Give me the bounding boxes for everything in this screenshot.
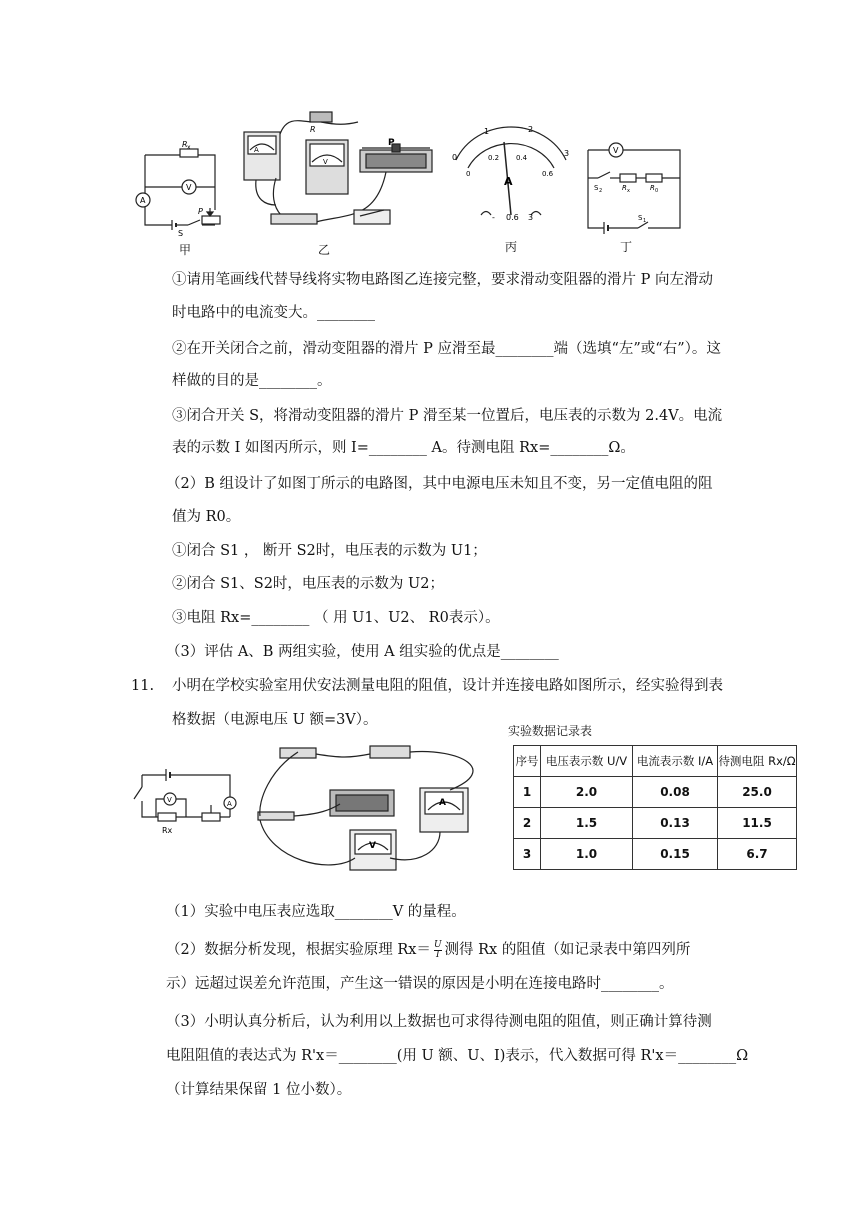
q11-number: 11. — [131, 678, 155, 694]
scale-bottom-1: 0.2 — [488, 154, 500, 162]
svg-text:A: A — [140, 196, 146, 205]
q11-s2-part-b: 测得 Rx 的阻值（如记录表中第四列所 — [444, 942, 691, 958]
q11-s3c: （计算结果保留 1 位小数）。 — [166, 1082, 352, 1098]
scale-top-2: 2 — [528, 125, 534, 134]
q11-s1: （1）实验中电压表应选取________V 的量程。 — [166, 904, 466, 920]
q10-b3: ②闭合 S1、S2时，电压表的示数为 U2； — [172, 576, 444, 592]
q10-c1: （3）评估 A、B 两组实验，使用 A 组实验的优点是________ — [166, 644, 559, 660]
svg-text:R: R — [622, 184, 627, 192]
figure-jia-circuit — [130, 140, 230, 238]
meter-unit: A — [504, 175, 513, 188]
q10-b1b: 值为 R0。 — [172, 509, 241, 525]
q11-s3b: 电阻阻值的表达式为 R'x＝________(用 U 额、U、I)表示，代入数据可得 R'x＝________Ω — [166, 1048, 749, 1064]
header-current: 电流表示数 I/A — [633, 746, 718, 777]
q10-p2: ②在开关闭合之前，滑动变阻器的滑片 P 应滑至最________端（选填“左”或“右”）。这 — [172, 341, 721, 357]
cell: 1.0 — [541, 839, 633, 870]
header-index: 序号 — [514, 746, 541, 777]
svg-text:R: R — [650, 184, 655, 192]
svg-text:V: V — [167, 796, 172, 804]
cell: 11.5 — [718, 808, 797, 839]
terminal-3: 3 — [528, 213, 534, 222]
svg-text:V: V — [186, 183, 192, 192]
svg-text:P: P — [198, 207, 203, 216]
q11-s2-part-a: （2）数据分析发现，根据实验原理 Rx＝ — [166, 942, 431, 958]
svg-text:A: A — [439, 798, 446, 808]
cell: 1.5 — [541, 808, 633, 839]
q10-p3b: 表的示数 I 如图丙所示，则 I=________ A。待测电阻 Rx=________Ω。 — [172, 440, 635, 456]
svg-text:x: x — [627, 188, 630, 194]
svg-text:1: 1 — [643, 218, 647, 224]
q10-p1: ①请用笔画线代替导线将实物电路图乙连接完整，要求滑动变阻器的滑片 P 向左滑动 — [172, 272, 713, 288]
fraction-denominator: I — [435, 949, 440, 960]
scale-top-3: 3 — [564, 149, 570, 158]
svg-text:A: A — [227, 800, 232, 808]
scale-bottom-0: 0 — [466, 170, 471, 178]
svg-text:V: V — [369, 841, 376, 851]
cell: 2.0 — [541, 777, 633, 808]
svg-text:Rx: Rx — [162, 826, 173, 835]
cell: 0.08 — [633, 777, 718, 808]
svg-text:0: 0 — [655, 188, 659, 194]
svg-text:2: 2 — [599, 188, 603, 194]
table-header-row — [514, 746, 797, 777]
q11-s2c: 示）远超过误差允许范围，产生这一错误的原因是小明在连接电路时________。 — [166, 976, 674, 992]
scale-top-0: 0 — [452, 153, 458, 162]
q10-b2: ①闭合 S1 ， 断开 S2时，电压表的示数为 U1； — [172, 543, 487, 559]
figure-q11-apparatus — [250, 740, 500, 880]
fraction-numerator: U — [433, 939, 442, 950]
header-resistance: 待测电阻 Rx/Ω — [718, 746, 797, 777]
figure-label-ding: 丁 — [620, 240, 633, 254]
svg-text:R: R — [182, 140, 188, 149]
cell: 0.15 — [633, 839, 718, 870]
figure-label-jia: 甲 — [179, 243, 192, 257]
cell: 2 — [514, 808, 541, 839]
q11-intro2: 格数据（电源电压 U 额=3V）。 — [172, 712, 378, 728]
figure-bing-ammeter — [446, 120, 576, 232]
cell: 25.0 — [718, 777, 797, 808]
q10-p1b: 时电路中的电流变大。________ — [172, 305, 375, 321]
svg-text:x: x — [187, 144, 191, 151]
figure-yi-apparatus — [236, 110, 436, 240]
svg-text:R: R — [310, 125, 316, 134]
svg-text:S: S — [594, 184, 599, 192]
scale-top-1: 1 — [484, 127, 490, 136]
svg-text:A: A — [254, 146, 259, 154]
q10-b4: ③电阻 Rx=________ （ 用 U1、U2、 R0表示）。 — [172, 610, 500, 626]
table-title: 实验数据记录表 — [508, 724, 593, 738]
scale-bottom-2: 0.4 — [516, 154, 528, 162]
q11-s2 — [166, 940, 690, 960]
cell: 3 — [514, 839, 541, 870]
figure-label-bing: 丙 — [505, 240, 518, 254]
q11-intro1: 小明在学校实验室用伏安法测量电阻的阻值，设计并连接电路如图所示，经实验得到表 — [172, 678, 723, 694]
cell: 0.13 — [633, 808, 718, 839]
table-row — [514, 808, 797, 839]
record-table — [513, 745, 797, 870]
svg-text:P: P — [388, 138, 395, 148]
svg-text:S: S — [638, 214, 643, 222]
figure-label-yi: 乙 — [318, 243, 331, 257]
figure-q11-circuit — [128, 765, 240, 847]
q10-b1: （2）B 组设计了如图丁所示的电路图，其中电源电压未知且不变，另一定值电阻的阻 — [166, 476, 713, 492]
q11-s3a: （3）小明认真分析后，认为利用以上数据也可求得待测电阻的阻值，则正确计算待测 — [166, 1014, 712, 1030]
terminal-0-6: 0.6 — [506, 213, 519, 222]
header-voltage: 电压表示数 U/V — [541, 746, 633, 777]
cell: 6.7 — [718, 839, 797, 870]
q10-p2b: 样做的目的是________。 — [172, 373, 332, 389]
svg-text:V: V — [323, 158, 328, 166]
svg-text:S: S — [178, 229, 184, 238]
figure-ding-circuit — [580, 138, 690, 236]
q10-p3: ③闭合开关 S，将滑动变阻器的滑片 P 滑至某一位置后，电压表的示数为 2.4V。电流 — [172, 408, 723, 424]
cell: 1 — [514, 777, 541, 808]
svg-text:V: V — [613, 146, 619, 155]
fraction-u-over-i — [434, 941, 442, 960]
scale-bottom-3: 0.6 — [542, 170, 554, 178]
terminal-minus: - — [492, 213, 495, 222]
table-row — [514, 777, 797, 808]
table-row — [514, 839, 797, 870]
